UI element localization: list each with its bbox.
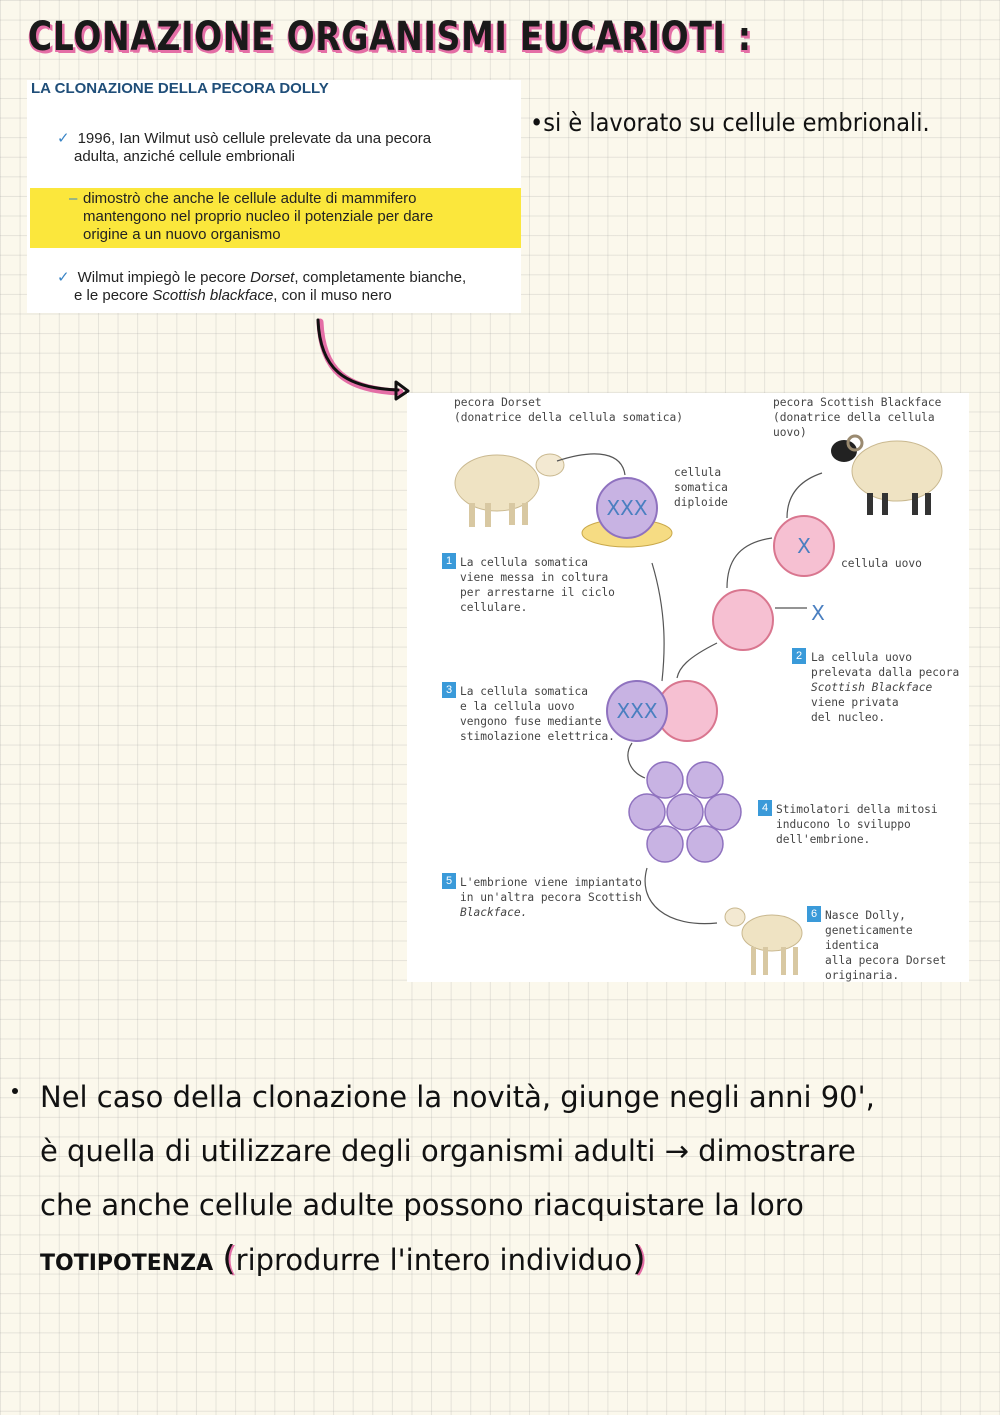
totipotenza-term: TOTIPOTENZA xyxy=(40,1251,214,1276)
step-number: 2 xyxy=(792,648,806,664)
dorset-sheep-icon xyxy=(455,454,564,527)
checkmark-icon: ✓ xyxy=(57,269,70,286)
step-number: 1 xyxy=(442,553,456,569)
svg-text:X: X xyxy=(797,534,811,558)
step-number: 3 xyxy=(442,682,456,698)
step-4-text: Stimolatori della mitosi inducono lo sviluppo dell'embrione. xyxy=(776,803,938,846)
svg-text:X: X xyxy=(811,601,825,625)
blackface-header: pecora Scottish Blackface (donatrice della cellula uovo) xyxy=(773,396,942,439)
paren-text: riprodurre l'intero individuo xyxy=(235,1243,633,1277)
dolly-slide xyxy=(27,80,521,313)
step-2-text: La cellula uovo prelevata dalla pecora Scottish Blackface viene privata del nucleo. xyxy=(811,651,960,724)
dolly-cloning-diagram xyxy=(407,393,969,982)
paragraph-line: Nel caso della clonazione la novità, giunge negli anni 90', xyxy=(40,1080,875,1114)
bullet-sheep-breeds: ✓ Wilmut impiegò le pecore Dorset, completamente bianche, e le pecore Scottish blackface, con il muso nero xyxy=(57,269,467,304)
checkmark-icon: ✓ xyxy=(57,130,70,147)
bullet-dot-icon xyxy=(12,1088,18,1094)
handwritten-paragraph xyxy=(40,1070,980,1291)
paragraph-line: è quella di utilizzare degli organismi adulti → dimostrare xyxy=(40,1134,856,1168)
step-number: 4 xyxy=(758,800,772,816)
svg-text:XXX: XXX xyxy=(606,496,648,520)
sub-bullet-adult-cells: – dimostrò che anche le cellule adulte di mammifero mantengono nel proprio nucleo il potenziale per dare origine a un nuovo organismo xyxy=(69,190,434,243)
page-title: CLONAZIONE ORGANISMI EUCARIOTI : xyxy=(28,14,752,60)
step-5-text: L'embrione viene impiantato in un'altra pecora Scottish Blackface. xyxy=(460,876,642,919)
blackface-sheep-icon xyxy=(831,436,942,515)
somatic-cell-label: cellula somatica diploide xyxy=(674,466,728,509)
dorset-header: pecora Dorset (donatrice della cellula somatica) xyxy=(454,396,684,424)
step-6-text: Nasce Dolly, geneticamente identica alla pecora Dorset originaria. xyxy=(825,909,947,982)
paragraph-line: TOTIPOTENZA (riprodurre l'intero individuo) xyxy=(40,1239,646,1279)
egg-cell-label: cellula uovo xyxy=(841,557,922,570)
bullet-wilmut-1996: ✓ 1996, Ian Wilmut usò cellule prelevate da una pecora adulta, anziché cellule embrionali xyxy=(57,130,432,165)
svg-text:XXX: XXX xyxy=(616,699,658,723)
paragraph-line: che anche cellule adulte possono riacquistare la loro xyxy=(40,1188,804,1222)
step-3-text: La cellula somatica e la cellula uovo vengono fuse mediante stimolazione elettrica. xyxy=(460,685,615,743)
step-1-text: La cellula somatica viene messa in coltura per arrestarne il ciclo cellulare. xyxy=(460,556,615,614)
dolly-lamb-icon xyxy=(725,908,802,975)
slide-heading: LA CLONAZIONE DELLA PECORA DOLLY xyxy=(31,80,329,97)
curved-arrow-icon xyxy=(300,310,420,405)
step-number: 6 xyxy=(807,906,821,922)
embryo-cluster-icon xyxy=(629,762,741,862)
side-note: •si è lavorato su cellule embrionali. xyxy=(530,108,930,137)
step-number: 5 xyxy=(442,873,456,889)
